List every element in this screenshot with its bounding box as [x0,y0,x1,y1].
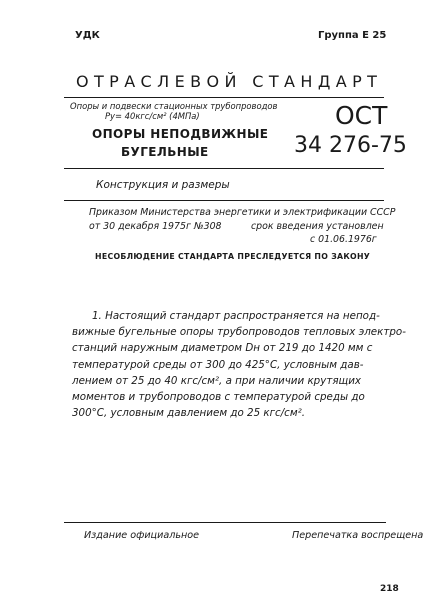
order-date: от 30 декабря 1975г №308 [89,221,222,232]
divider [64,200,384,201]
order-line-1: Приказом Министерства энергетики и электрификации СССР [89,207,396,218]
document-title-line-1: ОПОРЫ НЕПОДВИЖНЫЕ [92,127,269,141]
paragraph-line: станций наружным диаметром Dн от 219 до 1420 мм с [72,342,373,355]
paragraph-1 [72,308,408,421]
group-label: Группа Е 25 [318,30,387,41]
paragraph-line: вижные бугельные опоры трубопроводов тепловых электро- [72,326,406,339]
paragraph-line: температурой среды от 300 до 425°С, условным дав- [72,358,364,371]
paragraph-line: лением от 25 до 40 кгс/см², а при наличии крутящих [72,374,361,387]
paragraph-line: моментов и трубопроводов с температурой среды до [72,391,365,404]
footer-edition: Издание официальное [84,530,200,541]
footer-divider [64,522,386,523]
order-effective-date: с 01.06.1976г [310,234,377,245]
divider [64,97,384,98]
paragraph-line: 300°С, условным давлением до 25 кгс/см². [72,407,306,420]
standard-code: ОСТ [335,101,388,130]
divider [64,168,384,169]
paragraph-line: 1. Настоящий стандарт распространяется на непод- [92,310,380,322]
org-standard-title: ОТРАСЛЕВОЙ СТАНДАРТ [76,72,383,91]
standard-number: 34 276-75 [294,133,407,158]
order-effective-label: срок введения установлен [251,221,384,232]
subtitle-line-1: Опоры и подвески стационных трубопроводов [70,101,278,111]
page-number: 218 [380,584,399,594]
legal-notice: НЕСОБЛЮДЕНИЕ СТАНДАРТА ПРЕСЛЕДУЕТСЯ ПО ЗАКОНУ [95,252,371,261]
section-heading: Конструкция и размеры [96,179,230,191]
udk-label: УДК [75,30,100,41]
footer-reprint-notice: Перепечатка воспрещена [292,530,424,541]
document-title-line-2: БУГЕЛЬНЫЕ [121,145,209,159]
subtitle-line-2: Ру= 40кгс/см² (4МПа) [105,111,200,121]
